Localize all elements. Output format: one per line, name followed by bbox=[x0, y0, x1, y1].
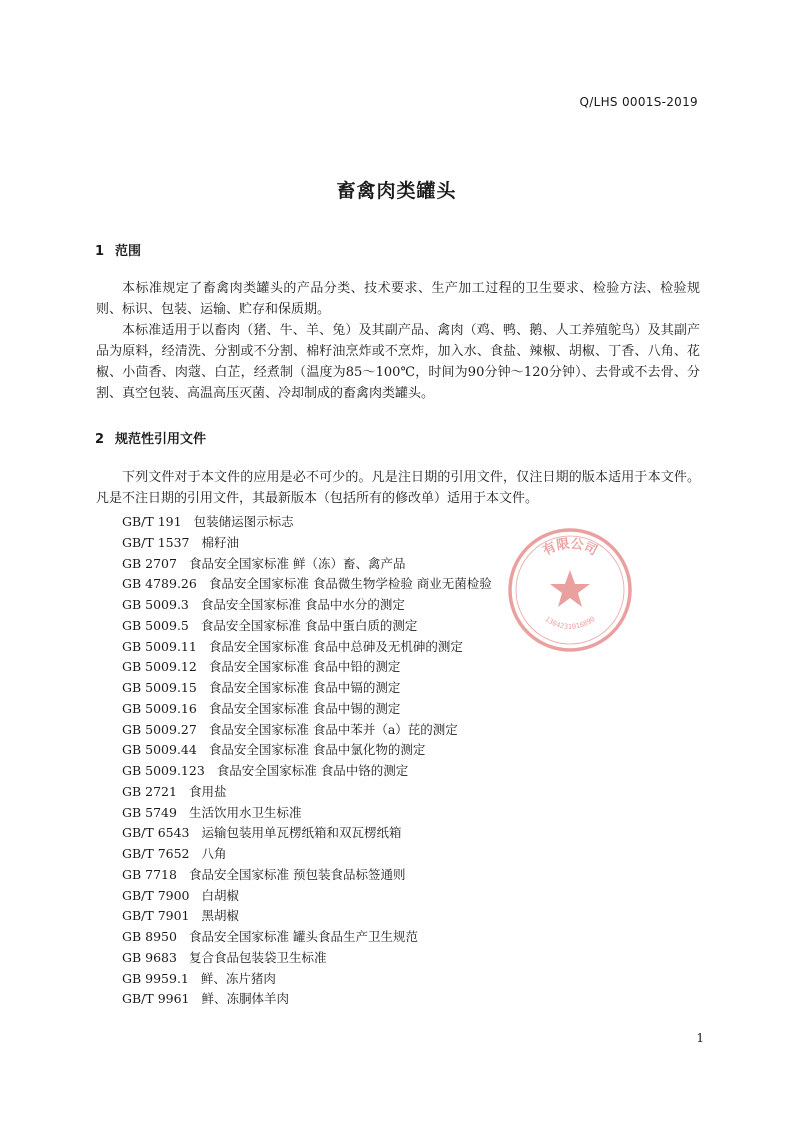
reference-title: 食品安全国家标准 预包装食品标签通则 bbox=[188, 866, 406, 882]
reference-item bbox=[122, 969, 492, 990]
reference-item bbox=[122, 554, 492, 575]
reference-item bbox=[122, 823, 492, 844]
reference-title: 生活饮用水卫生标准 bbox=[188, 804, 302, 820]
reference-title: 鲜、冻片猪肉 bbox=[200, 970, 276, 986]
company-seal bbox=[506, 526, 634, 654]
reference-item bbox=[122, 740, 492, 761]
reference-code: GB 5009.12 bbox=[122, 659, 197, 675]
reference-title: 食品安全国家标准 食品中铬的测定 bbox=[216, 763, 409, 778]
scope-paragraph-2: 本标准适用于以畜肉（猪、牛、羊、兔）及其副产品、禽肉（鸡、鸭、鹅、人工养殖鸵鸟）及其副产品为原料，经清洗、分割或不分割、棉籽油烹炸或不烹炸，加入水、食盐、辣椒、胡椒、丁香、八角、花椒、小茴香、肉蔻、白芷，经煮制（温度为85～100℃，时间为90分钟～120分钟）、去骨或不去骨、分割、真空包装、高温高压灭菌、冷却制成的畜禽肉类罐头。 bbox=[96, 323, 700, 401]
section-2-heading bbox=[95, 428, 206, 447]
reference-code: GB 9959.1 bbox=[122, 970, 189, 986]
reference-item bbox=[122, 657, 492, 678]
reference-code: GB 5009.44 bbox=[122, 742, 197, 758]
reference-item bbox=[122, 948, 492, 969]
reference-code: GB 9683 bbox=[122, 949, 177, 965]
reference-item bbox=[122, 637, 492, 658]
reference-item bbox=[122, 699, 492, 720]
reference-item bbox=[122, 761, 492, 782]
reference-title: 黑胡椒 bbox=[201, 908, 240, 924]
reference-title: 运输包装用单瓦楞纸箱和双瓦楞纸箱 bbox=[201, 825, 402, 841]
reference-code: GB 4789.26 bbox=[122, 576, 197, 592]
reference-code: GB/T 191 bbox=[122, 514, 182, 529]
section-title: 范围 bbox=[115, 244, 142, 259]
reference-item bbox=[122, 533, 492, 554]
reference-title: 食品安全国家标准 食品中镉的测定 bbox=[208, 680, 401, 695]
reference-code: GB 5009.15 bbox=[122, 680, 197, 695]
reference-item bbox=[122, 989, 492, 1010]
scope-paragraph-1: 本标准规定了畜禽肉类罐头的产品分类、技术要求、生产加工过程的卫生要求、检验方法、检验规则、标识、包装、运输、贮存和保质期。 bbox=[96, 281, 700, 317]
reference-code: GB/T 7901 bbox=[122, 908, 190, 924]
reference-code: GB 5009.27 bbox=[122, 721, 197, 737]
reference-code: GB 5009.123 bbox=[122, 763, 205, 778]
reference-code: GB/T 9961 bbox=[122, 991, 190, 1007]
reference-item bbox=[122, 720, 492, 741]
reference-title: 食品安全国家标准 食品中苯并（a）芘的测定 bbox=[208, 721, 458, 737]
reference-item bbox=[122, 803, 492, 824]
reference-code: GB 5009.5 bbox=[122, 617, 189, 633]
reference-code: GB 2707 bbox=[122, 555, 177, 571]
reference-code: GB 5009.16 bbox=[122, 700, 197, 716]
document-title: 畜禽肉类罐头 bbox=[336, 180, 457, 202]
seal-company-text: 有限公司 bbox=[540, 536, 600, 559]
reference-item bbox=[122, 678, 492, 699]
reference-title: 复合食品包装袋卫生标准 bbox=[188, 949, 327, 965]
reference-title: 食品安全国家标准 鲜（冻）畜、禽产品 bbox=[188, 555, 406, 571]
reference-code: GB 2721 bbox=[122, 783, 177, 799]
reference-code: GB/T 6543 bbox=[122, 825, 190, 841]
reference-code: GB 5749 bbox=[122, 804, 177, 820]
reference-list bbox=[122, 512, 492, 1010]
standard-code: Q/LHS 0001S-2019 bbox=[579, 95, 698, 109]
reference-code: GB/T 7900 bbox=[122, 887, 190, 903]
reference-title: 食用盐 bbox=[188, 783, 227, 799]
reference-code: GB 5009.11 bbox=[122, 638, 197, 654]
reference-title: 食品安全国家标准 食品微生物学检验 商业无菌检验 bbox=[208, 576, 492, 592]
seal-number-text bbox=[543, 615, 596, 631]
reference-item bbox=[122, 906, 492, 927]
reference-item bbox=[122, 865, 492, 886]
reference-code: GB 5009.3 bbox=[122, 597, 189, 612]
references-intro-paragraph: 下列文件对于本文件的应用是必不可少的。凡是注日期的引用文件，仅注日期的版本适用于本文件。凡是不注日期的引用文件，其最新版本（包括所有的修改单）适用于本文件。 bbox=[96, 470, 700, 506]
section-number: 2 bbox=[95, 432, 105, 447]
reference-title: 食品安全国家标准 食品中氯化物的测定 bbox=[208, 742, 426, 758]
reference-item bbox=[122, 574, 492, 595]
reference-title: 八角 bbox=[201, 846, 227, 861]
page-number: 1 bbox=[696, 1031, 704, 1045]
section-1-heading bbox=[95, 240, 141, 259]
reference-title: 白胡椒 bbox=[201, 887, 240, 903]
reference-item bbox=[122, 886, 492, 907]
reference-title: 食品安全国家标准 食品中锡的测定 bbox=[208, 700, 401, 716]
reference-item bbox=[122, 595, 492, 616]
reference-item bbox=[122, 512, 492, 533]
reference-code: GB/T 1537 bbox=[122, 534, 190, 550]
reference-code: GB/T 7652 bbox=[122, 846, 190, 861]
reference-title: 食品安全国家标准 罐头食品生产卫生规范 bbox=[188, 929, 418, 944]
reference-code: GB 7718 bbox=[122, 866, 177, 882]
reference-item bbox=[122, 782, 492, 803]
reference-title: 鲜、冻胴体羊肉 bbox=[201, 991, 290, 1007]
reference-title: 食品安全国家标准 食品中铅的测定 bbox=[208, 659, 401, 675]
reference-title: 食品安全国家标准 食品中水分的测定 bbox=[200, 597, 405, 612]
reference-title: 棉籽油 bbox=[201, 534, 240, 550]
reference-title: 包装储运图示标志 bbox=[193, 514, 294, 529]
reference-item bbox=[122, 616, 492, 637]
seal-number: 1304231016890 bbox=[543, 615, 597, 631]
reference-title: 食品安全国家标准 食品中总砷及无机砷的测定 bbox=[208, 638, 463, 654]
seal-star-icon bbox=[550, 570, 590, 607]
reference-item bbox=[122, 844, 492, 865]
reference-title: 食品安全国家标准 食品中蛋白质的测定 bbox=[200, 617, 418, 633]
reference-item bbox=[122, 927, 492, 948]
reference-code: GB 8950 bbox=[122, 929, 177, 944]
section-number: 1 bbox=[95, 244, 105, 259]
section-title: 规范性引用文件 bbox=[115, 432, 207, 447]
